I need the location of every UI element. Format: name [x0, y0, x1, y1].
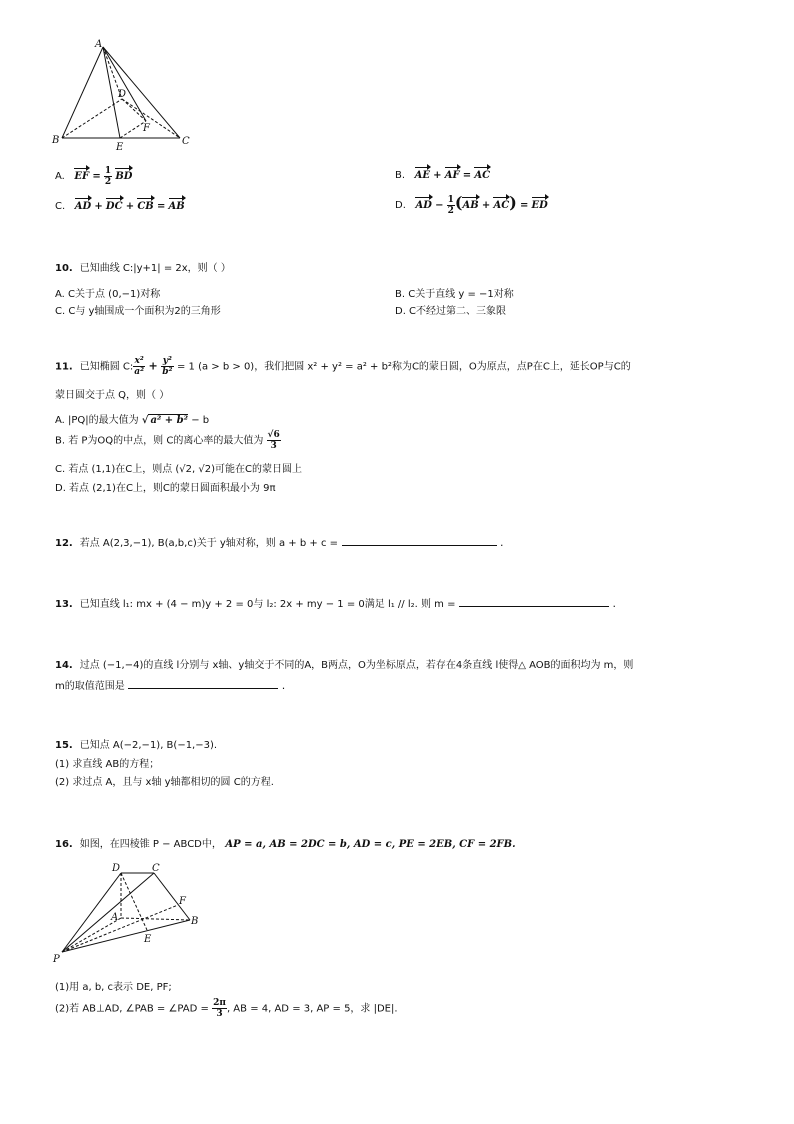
q11-option-d: D. 若点 (2,1)在C上，则C的蒙日圆面积最小为 9π: [55, 483, 276, 494]
q9-option-d: D. AD − $\frac{1}{2}$ (AB + AC) = ED: [395, 193, 548, 216]
label-E: E: [144, 934, 152, 945]
q15-part2: (2) 求过点 A，且与 x轴 y轴都相切的圆 C的方程.: [55, 777, 274, 788]
q16-part1: (1)用 a, b, c表示 DE, PF;: [55, 982, 172, 993]
label-P: P: [53, 954, 60, 965]
q13-stem: 13. 已知直线 l₁: mx + (4 − m)y + 2 = 0与 l₂: 2x + my − 1 = 0满足 l₁ // l₂. 则 m = .: [55, 597, 616, 610]
q10-option-d: D. C不经过第二、三象限: [395, 306, 507, 317]
q11-option-a: A. |PQ|的最大值为 √ a² + b² − b: [55, 415, 210, 426]
q15-stem: 15. 已知点 A(−2,−1), B(−1,−3).: [55, 740, 218, 751]
label-D: D: [118, 89, 127, 100]
q14-answer-blank[interactable]: [128, 688, 278, 689]
q11-option-b: B. 若 P为OQ的中点，则 C的离心率的最大值为 $\frac{√6}{3}$: [55, 430, 280, 451]
label-E: E: [116, 142, 124, 153]
label-B: B: [52, 135, 60, 146]
q12-answer-blank[interactable]: [342, 545, 497, 546]
q11-option-c: C. 若点 (1,1)在C上，则点 (√2, √2)可能在C的蒙日圆上: [55, 464, 302, 475]
label-A: A: [111, 912, 119, 923]
q16-stem: 16. 如图，在四棱锥 P − ABCD中， AP = a, AB = 2DC = b, AD = c, PE = 2EB, CF = 2FB.: [55, 839, 516, 850]
label-B: B: [191, 916, 199, 927]
q14-stem-line2: m的取值范围是 .: [55, 679, 286, 692]
label-F: F: [179, 896, 186, 907]
q10-option-c: C. C与 y轴围成一个面积为2的三角形: [55, 306, 221, 317]
q16-part2: (2)若 AB⊥AD, ∠PAB = ∠PAD = $\frac{2\pi}{3}$ , AB = 4, AD = 3, AP = 5，求 |DE|.: [55, 998, 398, 1019]
q11-stem-line2: 蒙日圆交于点 Q，则（ ）: [55, 390, 170, 401]
q10-option-a: A. C关于点 (0,−1)对称: [55, 289, 161, 300]
q9-option-a: A. EF = $\frac{1}{2}$ BD: [55, 166, 133, 187]
q10-stem: 10. 已知曲线 C:|y+1| = 2x，则（ ）: [55, 263, 231, 274]
q14-stem: 14. 过点 (−1,−4)的直线 l分别与 x轴、y轴交于不同的A，B两点，O为坐标原点，若存在4条直线 l使得△ AOB的面积均为 m，则: [55, 660, 634, 671]
label-C: C: [182, 136, 190, 147]
q11-stem-line1: 11. 已知椭圆 C: $\frac{\text{x²}}{\text{a²}}$ + $\frac{\text{y²}}{\text{b²}}$ = 1 (a > b > 0)，我们把圆 x² + y² = a² + b²称为C的蒙日圆，O为原点，点P在C上，延长OP与C的: [55, 356, 631, 377]
q9-option-b: B. AE + AF = AC: [395, 166, 490, 181]
q12-stem: 12. 若点 A(2,3,−1), B(a,b,c)关于 y轴对称，则 a + b + c = .: [55, 536, 504, 549]
label-C: C: [152, 863, 160, 874]
q10-option-b: B. C关于直线 y = −1对称: [395, 289, 514, 300]
label-D: D: [112, 863, 121, 874]
pyramid-figure: [50, 858, 210, 968]
label-A: A: [95, 39, 103, 50]
q9-option-c: C. AD + DC + CB = AB: [55, 197, 185, 212]
q15-part1: (1) 求直线 AB的方程；: [55, 759, 160, 770]
label-F: F: [143, 123, 150, 134]
q13-answer-blank[interactable]: [459, 606, 609, 607]
tetrahedron-figure: [50, 35, 200, 155]
